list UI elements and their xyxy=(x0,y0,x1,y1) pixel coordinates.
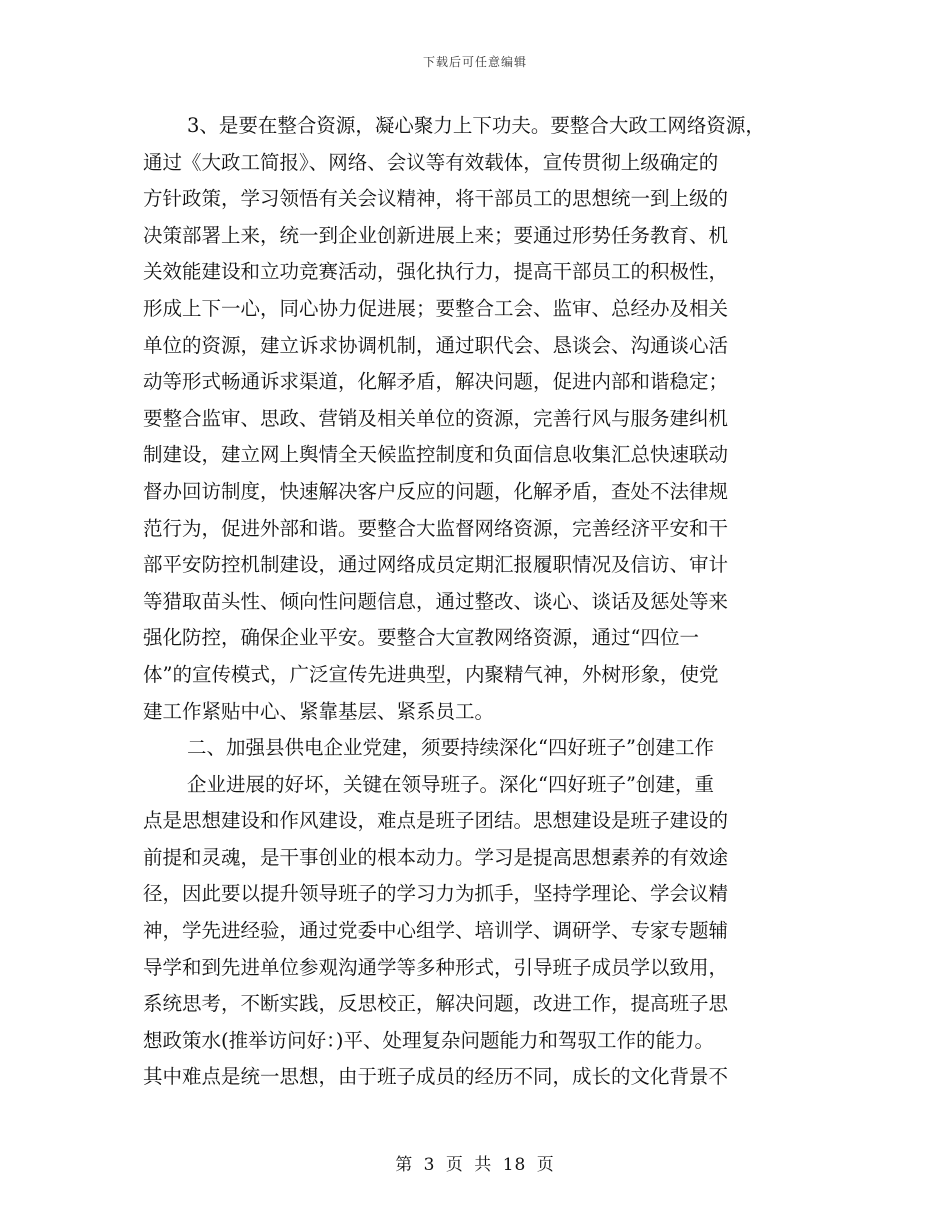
text-line: 3、是要在整合资源，凝心聚力上下功夫。要整合大政工网络资源， xyxy=(187,114,765,137)
text-line: 前提和灵魂，是干事创业的根本动力。学习是提高思想素养的有效途 xyxy=(143,845,729,869)
text-line: 想政策水(推举访问好：)平、处理复杂问题能力和驾驭工作的能力。 xyxy=(143,1028,714,1052)
text-line: 动等形式畅通诉求渠道，化解矛盾，解决问题，促进内部和谐稳定； xyxy=(143,370,729,394)
text-line: 神，学先进经验，通过党委中心组学、培训学、调研学、专家专题辅 xyxy=(143,919,729,943)
body-text xyxy=(143,108,813,1096)
text-line: 通过《大政工简报》、网络、会议等有效载体，宣传贯彻上级确定的 xyxy=(143,150,719,174)
text-line: 范行为，促进外部和谐。要整合大监督网络资源，完善经济平安和干 xyxy=(143,516,729,540)
text-line: 决策部署上来，统一到企业创新进展上来；要通过形势任务教育、机 xyxy=(143,223,729,247)
text-line: 等猎取苗头性、倾向性问题信息，通过整改、谈心、谈话及惩处等来 xyxy=(143,589,729,613)
page-header: 下载后可任意编辑 xyxy=(422,55,527,69)
text-line: 二、加强县供电企业党建，须要持续深化“四好班子”创建工作 xyxy=(187,736,714,760)
text-line: 部平安防控机制建设，通过网络成员定期汇报履职情况及信访、审计 xyxy=(143,553,729,577)
text-line: 系统思考，不断实践，反思校正，解决问题，改进工作，提高班子思 xyxy=(143,992,729,1016)
text-line: 体”的宣传模式，广泛宣传先进典型，内聚精气神，外树形象，使党 xyxy=(143,662,719,686)
text-line: 关效能建设和立功竞赛活动，强化执行力，提高干部员工的积极性， xyxy=(143,260,729,284)
text-line: 强化防控，确保企业平安。要整合大宣教网络资源，通过“四位一 xyxy=(143,626,699,650)
text-line: 径，因此要以提升领导班子的学习力为抓手，坚持学理论、学会议精 xyxy=(143,882,729,906)
text-line: 要整合监审、思政、营销及相关单位的资源，完善行风与服务建纠机 xyxy=(143,406,729,430)
page-footer: 第 3 页 共 18 页 xyxy=(395,1155,555,1175)
text-line: 方针政策，学习领悟有关会议精神，将干部员工的思想统一到上级的 xyxy=(143,187,729,211)
text-line: 点是思想建设和作风建设，难点是班子团结。思想建设是班子建设的 xyxy=(143,809,729,833)
text-line: 形成上下一心，同心协力促进展；要整合工会、监审、总经办及相关 xyxy=(143,296,729,320)
text-line: 督办回访制度，快速解决客户反应的问题，化解矛盾，查处不法律规 xyxy=(143,479,729,503)
text-line: 企业进展的好坏，关键在领导班子。深化“四好班子”创建，重 xyxy=(187,772,714,796)
text-line: 制建设，建立网上舆情全天候监控制度和负面信息收集汇总快速联动 xyxy=(143,443,729,467)
text-line: 建工作紧贴中心、紧靠基层、紧系员工。 xyxy=(143,699,495,723)
text-line: 其中难点是统一思想，由于班子成员的经历不同，成长的文化背景不 xyxy=(143,1065,729,1089)
text-line: 导学和到先进单位参观沟通学等多种形式，引导班子成员学以致用， xyxy=(143,955,729,979)
text-line: 单位的资源，建立诉求协调机制，通过职代会、恳谈会、沟通谈心活 xyxy=(143,333,729,357)
